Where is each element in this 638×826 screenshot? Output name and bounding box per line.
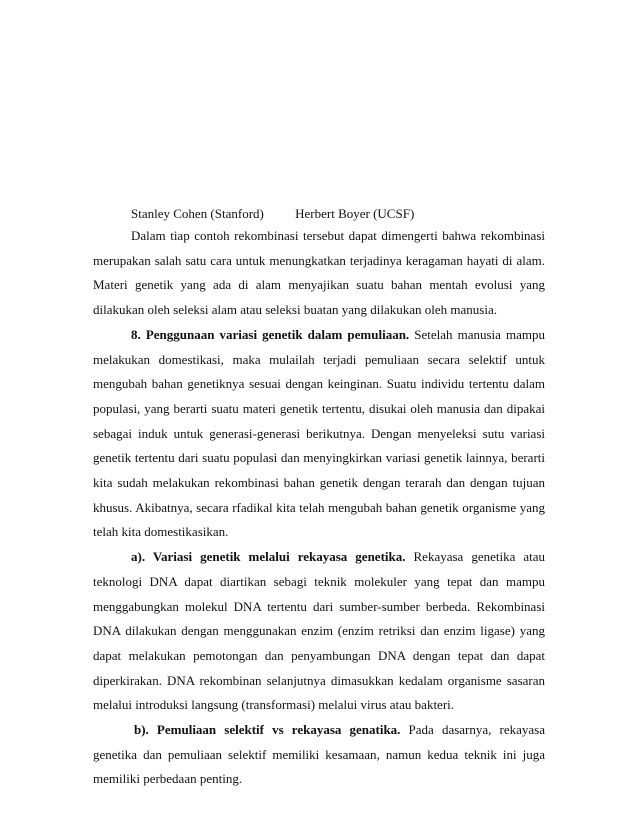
paragraph-heading: b). Pemuliaan selektif vs rekayasa genatika. (134, 722, 401, 738)
figure-caption (131, 206, 414, 222)
paragraph-text: Pada dasarnya, rekayasa genetika dan pemuliaan selektif memiliki kesamaan, namun kedua teknik ini juga memiliki perbedaan penting. (93, 722, 545, 787)
paragraph-text: Rekayasa genetika atau teknologi DNA dapat diartikan sebagi teknik molekuler yang tepat dan mampu menggabungkan molekul DNA tertentu dari sumber-sumber berbeda. Rekombinasi DNA dilakukan dengan menggunakan enzim (enzim retriksi dan enzim ligase) yang dapat melakukan pemotongan dan penyambungan DNA dengan tepat dan dapat diperkirakan. DNA rekombinan selanjutnya dimasukkan kedalam organisme sasaran melalui introduksi langsung (transformasi) melalui virus atau bakteri. (93, 549, 546, 713)
paragraph-text: Dalam tiap contoh rekombinasi tersebut dapat dimengerti bahwa rekombinasi merupakan salah satu cara untuk menungkatkan terjadinya keragaman hayati di alam. Materi genetik yang ada di alam menyajikan suatu bahan mentah evolusi yang dilakukan oleh seleksi alam atau seleksi buatan yang dilakukan oleh manusia. (93, 228, 545, 318)
paragraph-heading: a). Variasi genetik melalui rekayasa genetika. (131, 549, 406, 565)
caption-stanley-cohen: Stanley Cohen (Stanford) (131, 206, 264, 221)
paragraph-genetic-engineering (93, 545, 545, 718)
paragraph-genetic-variation-breeding (93, 323, 545, 545)
paragraph-selective-breeding-vs-engineering (93, 718, 545, 792)
caption-herbert-boyer: Herbert Boyer (UCSF) (295, 206, 415, 221)
paragraph-recombination (93, 224, 545, 323)
paragraph-heading: 8. Penggunaan variasi genetik dalam pemuliaan. (131, 326, 410, 342)
paragraph-text: Setelah manusia mampu melakukan domestikasi, maka mulailah terjadi pemuliaan secara selektif untuk mengubah bahan genetiknya sesuai dengan keinginan. Suatu individu tertentu dalam populasi, yang berarti suatu materi genetik tertentu, disukai oleh manusia dan dipakai sebagai induk untuk generasi-generasi berikutnya. Dengan menyeleksi sutu variasi genetik tertentu dari suatu populasi dan menyingkirkan variasi genetik lainnya, berarti kita sudah melakukan rekombinasi bahan genetik dengan terarah dan dengan tujuan khusus. Akibatnya, secara rfadikal kita telah mengubah bahan genetik organisme yang telah kita domestikasikan. (93, 326, 545, 540)
document-body (93, 224, 545, 792)
